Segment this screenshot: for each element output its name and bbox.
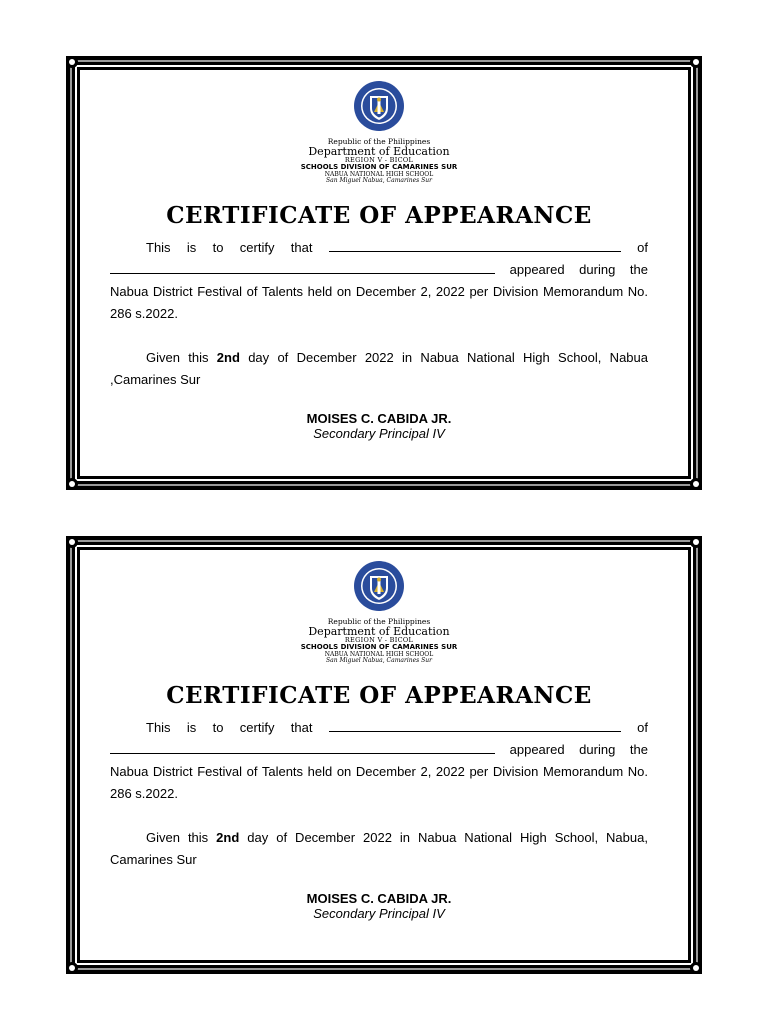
- letterhead: [110, 618, 648, 664]
- signer-title: Secondary Principal IV: [313, 426, 445, 442]
- deped-seal-icon: [353, 560, 405, 612]
- certificate-title: CERTIFICATE OF APPEARANCE: [166, 202, 592, 230]
- deped-seal-icon: [353, 80, 405, 132]
- given-day: 2nd: [216, 830, 240, 846]
- certify-rest: appeared during the Nabua District Festival of Talents held on December 2, 2022 per Division Memorandum No. 286 s.2022.: [110, 742, 648, 802]
- corner-rivet-icon: [66, 478, 78, 490]
- address-label: San Miguel Nabua, Camarines Sur: [326, 656, 432, 664]
- certificate-title: CERTIFICATE OF APPEARANCE: [166, 682, 592, 710]
- certify-rest: appeared during the Nabua District Festival of Talents held on December 2, 2022 per Division Memorandum No. 286 s.2022.: [110, 262, 648, 322]
- certify-start: This is to certify that: [146, 720, 313, 736]
- name-blank-line: [329, 238, 621, 252]
- certify-start: This is to certify that: [146, 240, 313, 256]
- signer-name: MOISES C. CABIDA JR.: [306, 411, 452, 427]
- signer-name: MOISES C. CABIDA JR.: [306, 891, 452, 907]
- certificate-body: [110, 717, 648, 871]
- given-rest: day of December 2022 in Nabua National High School, Nabua, Camarines Sur: [110, 830, 648, 868]
- school-blank-line: [110, 260, 495, 274]
- department-label: Department of Education: [308, 144, 450, 158]
- corner-rivet-icon: [690, 536, 702, 548]
- given-rest: day of December 2022 in Nabua National High School, Nabua ,Camarines Sur: [110, 350, 648, 388]
- corner-rivet-icon: [690, 962, 702, 974]
- corner-rivet-icon: [66, 56, 78, 68]
- certify-of: of: [637, 720, 648, 736]
- region-label: REGION V - BICOL: [344, 636, 414, 645]
- school-blank-line: [110, 740, 495, 754]
- certificate-body: [110, 237, 648, 391]
- name-blank-line: [329, 718, 621, 732]
- given-start: Given this: [146, 830, 209, 846]
- corner-rivet-icon: [690, 478, 702, 490]
- region-label: REGION V - BICOL: [344, 156, 414, 165]
- signatory: [110, 411, 648, 441]
- republic-label: Republic of the Philippines: [327, 617, 431, 626]
- signer-title: Secondary Principal IV: [313, 906, 445, 922]
- corner-rivet-icon: [690, 56, 702, 68]
- given-paragraph: [110, 347, 648, 391]
- division-label: SCHOOLS DIVISION OF CAMARINES SUR: [300, 643, 458, 652]
- letterhead: [110, 138, 648, 184]
- given-day: 2nd: [216, 350, 240, 366]
- department-label: Department of Education: [308, 624, 450, 638]
- corner-rivet-icon: [66, 962, 78, 974]
- certificate-2: [66, 536, 702, 974]
- certify-of: of: [637, 240, 648, 256]
- given-start: Given this: [146, 350, 209, 366]
- certify-paragraph: [110, 237, 648, 325]
- certify-paragraph: [110, 717, 648, 805]
- corner-rivet-icon: [66, 536, 78, 548]
- certificate-content: [110, 80, 648, 470]
- signatory: [110, 891, 648, 921]
- republic-label: Republic of the Philippines: [327, 137, 431, 146]
- address-label: San Miguel Nabua, Camarines Sur: [326, 176, 432, 184]
- certificate-1: [66, 56, 702, 490]
- school-label: NABUA NATIONAL HIGH SCHOOL: [324, 170, 434, 178]
- school-label: NABUA NATIONAL HIGH SCHOOL: [324, 650, 434, 658]
- certificate-content: [110, 560, 648, 954]
- division-label: SCHOOLS DIVISION OF CAMARINES SUR: [300, 163, 458, 172]
- given-paragraph: [110, 827, 648, 871]
